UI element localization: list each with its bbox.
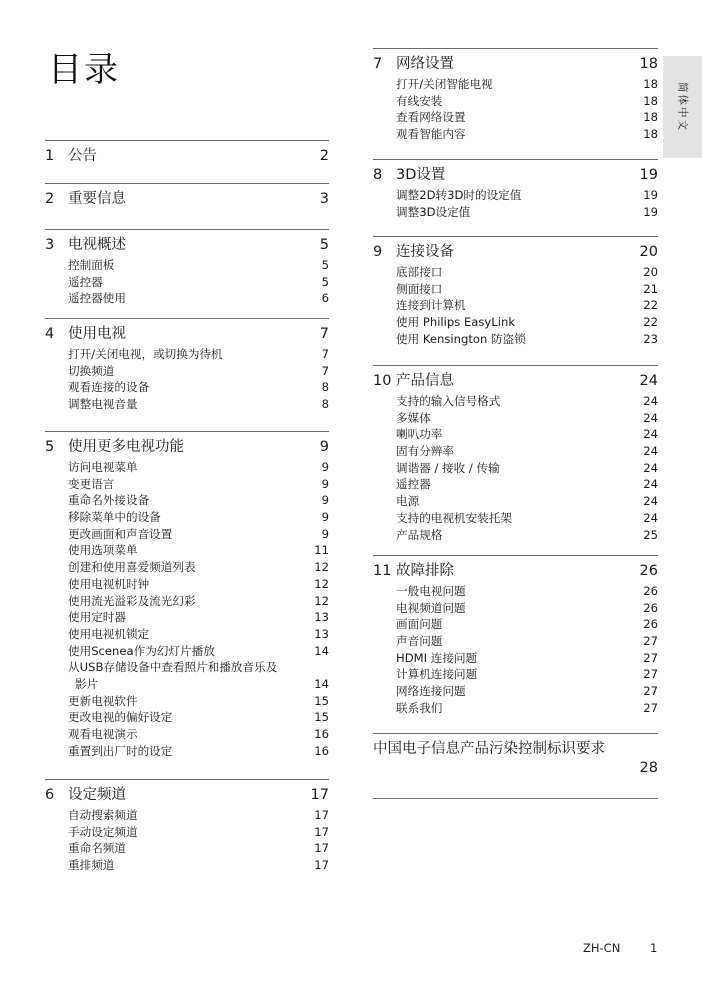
section-title: 使用更多电视功能 <box>68 439 184 455</box>
entry-page-number: 9 <box>321 526 329 541</box>
toc-entry[interactable] <box>45 476 329 493</box>
entry-label: 使用Scenea作为幻灯片播放 <box>68 643 215 658</box>
section-item-list <box>373 583 658 717</box>
entry-page-number: 24 <box>643 410 658 425</box>
entry-page-number: 18 <box>643 77 658 91</box>
section-heading[interactable] <box>45 325 329 344</box>
entry-page-number: 7 <box>321 363 329 378</box>
toc-section <box>45 779 329 874</box>
entry-label: 更改画面和声音设置 <box>68 526 173 541</box>
toc-entry[interactable] <box>45 459 329 476</box>
entry-label: 声音问题 <box>396 634 443 649</box>
entry-label: 使用 Kensington 防盗锁 <box>396 331 526 346</box>
section-number: 7 <box>373 56 383 72</box>
toc-entry[interactable] <box>373 109 658 126</box>
toc-entry[interactable] <box>373 187 658 204</box>
entry-page-number: 5 <box>321 258 329 272</box>
entry-label: 固有分辨率 <box>396 444 454 459</box>
toc-entry[interactable] <box>45 542 329 559</box>
toc-entry[interactable] <box>373 683 658 700</box>
entry-page-number: 25 <box>643 527 658 542</box>
toc-entry[interactable] <box>45 509 329 526</box>
toc-entry[interactable] <box>45 857 329 874</box>
entry-label: 电视频道问题 <box>396 600 466 615</box>
entry-label: 重命名外接设备 <box>68 493 150 508</box>
section-item-list <box>373 187 658 220</box>
toc-entry[interactable] <box>45 492 329 509</box>
section-title: 重要信息 <box>68 191 126 207</box>
toc-entry[interactable] <box>373 616 658 633</box>
toc-entry[interactable] <box>373 76 658 93</box>
toc-entry[interactable] <box>373 493 658 510</box>
entry-label: 自动搜索频道 <box>68 808 138 822</box>
toc-section <box>373 365 658 543</box>
toc-entry[interactable] <box>45 743 329 760</box>
toc-entry[interactable] <box>373 93 658 110</box>
section-page-number: 2 <box>319 148 329 164</box>
entry-label: 使用 Philips EasyLink <box>396 315 516 330</box>
entry-page-number: 24 <box>643 460 658 475</box>
toc-entry[interactable] <box>45 676 329 693</box>
entry-label: 产品规格 <box>396 527 443 542</box>
toc-entry[interactable] <box>45 807 329 824</box>
entry-page-number: 9 <box>321 460 329 474</box>
entry-label: 遥控器 <box>68 274 103 289</box>
entry-page-number: 12 <box>314 560 329 575</box>
section-title: 网络设置 <box>396 56 454 72</box>
entry-label: 观看电视演示 <box>68 727 138 741</box>
entry-label: 连接到计算机 <box>396 298 466 313</box>
section-number: 1 <box>45 148 55 164</box>
section-item-list <box>373 264 658 347</box>
toc-entry[interactable] <box>373 426 658 443</box>
section-page-number: 26 <box>639 563 658 579</box>
entry-label: 打开/关闭智能电视 <box>396 77 493 91</box>
section-title: 公告 <box>68 148 97 164</box>
toc-entry[interactable] <box>373 583 658 600</box>
toc-entry[interactable] <box>373 393 658 410</box>
entry-page-number: 6 <box>321 291 329 306</box>
entry-label: 画面问题 <box>396 617 443 632</box>
entry-label: 观看连接的设备 <box>68 380 150 395</box>
entry-page-number: 16 <box>314 743 329 758</box>
toc-entry[interactable] <box>373 633 658 650</box>
entry-label: 创建和使用喜爱频道列表 <box>68 560 196 575</box>
entry-page-number: 17 <box>314 841 329 856</box>
entry-page-number: 11 <box>314 543 329 558</box>
toc-section <box>45 229 329 307</box>
entry-label: 访问电视菜单 <box>68 460 138 474</box>
entry-label: 打开/关闭电视，或切换为待机 <box>68 347 223 361</box>
entry-page-number: 24 <box>643 427 658 442</box>
section-page-number: 19 <box>639 167 658 183</box>
extra-page-number: 28 <box>639 760 658 776</box>
section-title: 产品信息 <box>396 373 454 389</box>
entry-label: 支持的电视机安装托架 <box>396 510 512 525</box>
entry-page-number: 14 <box>314 643 329 658</box>
toc-entry[interactable] <box>45 526 329 543</box>
entry-page-number: 24 <box>643 510 658 525</box>
entry-page-number: 5 <box>321 274 329 289</box>
entry-label: 调整2D转3D时的设定值 <box>396 188 522 202</box>
toc-entry[interactable] <box>373 600 658 617</box>
toc-section <box>373 236 658 347</box>
toc-entry[interactable] <box>45 726 329 743</box>
toc-entry[interactable] <box>45 840 329 857</box>
toc-section-extra <box>373 733 658 778</box>
entry-label: 底部接口 <box>396 265 443 279</box>
section-number: 9 <box>373 244 383 260</box>
section-heading[interactable] <box>45 147 329 166</box>
section-number: 8 <box>373 167 383 183</box>
entry-label: 一般电视问题 <box>396 584 466 598</box>
toc-entry[interactable] <box>45 290 329 307</box>
section-number: 11 <box>373 563 392 579</box>
entry-label: 调整3D设定值 <box>396 204 471 219</box>
section-title: 使用电视 <box>68 326 126 342</box>
entry-page-number: 26 <box>643 600 658 615</box>
entry-page-number: 8 <box>321 397 329 412</box>
section-page-number: 17 <box>310 787 329 803</box>
toc-entry[interactable] <box>45 559 329 576</box>
section-page-number: 18 <box>639 56 658 72</box>
toc-entry[interactable] <box>373 443 658 460</box>
entry-label: 计算机连接问题 <box>396 667 478 682</box>
toc-entry[interactable] <box>373 700 658 717</box>
toc-entry[interactable] <box>45 709 329 726</box>
toc-entry[interactable] <box>45 824 329 841</box>
entry-page-number: 9 <box>321 476 329 491</box>
toc-entry[interactable] <box>373 297 658 314</box>
section-number: 3 <box>45 237 55 253</box>
section-page-number: 20 <box>639 244 658 260</box>
entry-label: 有线安装 <box>396 93 443 108</box>
entry-page-number: 24 <box>643 444 658 459</box>
entry-label: 网络连接问题 <box>396 684 466 699</box>
section-title: 3D设置 <box>396 167 446 183</box>
toc-entry[interactable] <box>373 126 658 143</box>
entry-label: 联系我们 <box>396 700 443 715</box>
entry-page-number: 13 <box>314 610 329 625</box>
section-title: 设定频道 <box>68 787 126 803</box>
entry-label: 支持的输入信号格式 <box>396 394 501 408</box>
entry-label: 重置到出厂时的设定 <box>68 743 173 758</box>
section-heading[interactable] <box>45 236 329 255</box>
section-page-number: 3 <box>319 191 329 207</box>
entry-page-number: 26 <box>643 584 658 598</box>
extra-title: 中国电子信息产品污染控制标识要求 <box>373 741 605 757</box>
entry-label: 多媒体 <box>396 410 431 425</box>
toc-entry[interactable] <box>373 314 658 331</box>
entry-page-number: 13 <box>314 626 329 641</box>
entry-label: 移除菜单中的设备 <box>68 510 161 525</box>
section-page-number: 7 <box>319 326 329 342</box>
toc-entry[interactable] <box>45 396 329 413</box>
section-item-list <box>45 346 329 413</box>
entry-label: 侧面接口 <box>396 281 443 296</box>
toc-entry[interactable] <box>373 476 658 493</box>
toc-entry[interactable] <box>373 666 658 683</box>
section-heading[interactable] <box>45 190 329 209</box>
toc-entry[interactable] <box>45 626 329 643</box>
entry-page-number: 17 <box>314 824 329 839</box>
section-number: 6 <box>45 787 55 803</box>
entry-page-number: 17 <box>314 858 329 873</box>
entry-label: 切换频道 <box>68 363 115 378</box>
entry-label: 重命名频道 <box>68 841 126 856</box>
toc-entry[interactable] <box>373 331 658 348</box>
entry-page-number: 7 <box>321 347 329 361</box>
entry-label: HDMI 连接问题 <box>396 650 478 665</box>
toc-entry[interactable] <box>373 281 658 298</box>
entry-label: 控制面板 <box>68 258 115 272</box>
section-item-list <box>45 807 329 874</box>
section-title: 故障排除 <box>396 563 454 579</box>
entry-label: 重排频道 <box>68 858 115 873</box>
entry-label: 影片 <box>75 676 99 691</box>
entry-page-number: 17 <box>314 808 329 822</box>
entry-page-number: 26 <box>643 617 658 632</box>
section-heading[interactable] <box>45 786 329 805</box>
section-item-list <box>45 257 329 307</box>
section-number: 5 <box>45 439 55 455</box>
toc-entry[interactable] <box>45 576 329 593</box>
entry-page-number: 24 <box>643 494 658 509</box>
toc-entry[interactable] <box>373 650 658 667</box>
section-heading[interactable] <box>373 243 658 262</box>
entry-label: 手动设定频道 <box>68 824 138 839</box>
toc-entry[interactable] <box>373 204 658 221</box>
entry-page-number: 18 <box>643 93 658 108</box>
section-item-list <box>373 393 658 543</box>
entry-page-number: 9 <box>321 510 329 525</box>
entry-page-number: 18 <box>643 110 658 125</box>
section-heading[interactable] <box>373 166 658 185</box>
entry-label: 使用定时器 <box>68 610 126 625</box>
entry-page-number: 23 <box>643 331 658 346</box>
entry-label: 遥控器 <box>396 477 431 492</box>
entry-page-number: 27 <box>643 684 658 699</box>
toc-section <box>45 183 329 209</box>
toc-entry[interactable] <box>373 510 658 527</box>
extra-entry[interactable] <box>373 740 658 778</box>
toc-entry[interactable] <box>45 643 329 660</box>
toc-entry[interactable] <box>45 363 329 380</box>
section-item-list <box>373 76 658 143</box>
section-item-list <box>45 459 329 759</box>
toc-entry[interactable] <box>45 659 329 676</box>
entry-label: 使用电视机时钟 <box>68 576 150 591</box>
toc-entry[interactable] <box>45 257 329 274</box>
footer-language-code: ZH-CN <box>583 941 621 955</box>
entry-page-number: 19 <box>643 188 658 202</box>
toc-entry[interactable] <box>373 410 658 427</box>
entry-page-number: 27 <box>643 634 658 649</box>
entry-page-number: 12 <box>314 576 329 591</box>
entry-label: 电源 <box>396 494 420 509</box>
entry-page-number: 9 <box>321 493 329 508</box>
section-title: 连接设备 <box>396 244 454 260</box>
entry-page-number: 24 <box>643 394 658 408</box>
entry-label: 从USB存储设备中查看照片和播放音乐及 <box>68 660 278 675</box>
section-page-number: 9 <box>319 439 329 455</box>
entry-label: 更新电视软件 <box>68 693 138 708</box>
entry-label: 调整电视音量 <box>68 397 138 412</box>
toc-section <box>45 140 329 166</box>
toc-entry[interactable] <box>45 346 329 363</box>
entry-label: 观看智能内容 <box>396 127 466 142</box>
section-heading[interactable] <box>373 55 658 74</box>
entry-page-number: 8 <box>321 380 329 395</box>
bottom-rule <box>373 798 658 799</box>
entry-page-number: 27 <box>643 650 658 665</box>
entry-label: 使用流光溢彩及流光幻彩 <box>68 593 196 608</box>
toc-entry[interactable] <box>373 460 658 477</box>
language-tab-label: 简体中文 <box>676 82 688 132</box>
section-page-number: 5 <box>319 237 329 253</box>
section-number: 4 <box>45 326 55 342</box>
toc-entry[interactable] <box>45 609 329 626</box>
toc-section <box>373 48 658 143</box>
entry-label: 查看网络设置 <box>396 110 466 125</box>
entry-page-number: 24 <box>643 477 658 492</box>
entry-page-number: 14 <box>314 676 329 691</box>
entry-label: 变更语言 <box>68 476 115 491</box>
toc-entry[interactable] <box>45 593 329 610</box>
entry-label: 使用选项菜单 <box>68 543 138 558</box>
entry-label: 使用电视机锁定 <box>68 626 150 641</box>
entry-label: 调谐器 / 接收 / 传输 <box>396 460 500 475</box>
entry-label: 喇叭功率 <box>396 427 443 442</box>
entry-page-number: 18 <box>643 127 658 142</box>
section-number: 2 <box>45 191 55 207</box>
toc-entry[interactable] <box>373 264 658 281</box>
entry-page-number: 27 <box>643 667 658 682</box>
footer-page-number: 1 <box>650 941 658 955</box>
entry-page-number: 12 <box>314 593 329 608</box>
section-heading[interactable] <box>45 438 329 457</box>
section-heading[interactable] <box>373 562 658 581</box>
toc-entry[interactable] <box>45 274 329 291</box>
section-heading[interactable] <box>373 372 658 391</box>
section-title: 电视概述 <box>68 237 126 253</box>
toc-entry[interactable] <box>45 379 329 396</box>
entry-page-number: 22 <box>643 298 658 313</box>
entry-page-number: 16 <box>314 727 329 741</box>
page-title: 目录 <box>48 50 120 90</box>
toc-entry[interactable] <box>373 527 658 544</box>
entry-page-number: 22 <box>643 315 658 330</box>
entry-page-number: 20 <box>643 265 658 279</box>
section-page-number: 24 <box>639 373 658 389</box>
entry-page-number: 15 <box>314 710 329 725</box>
section-number: 10 <box>373 373 392 389</box>
entry-page-number: 15 <box>314 693 329 708</box>
toc-entry[interactable] <box>45 693 329 710</box>
toc-section <box>45 318 329 413</box>
toc-section <box>373 159 658 220</box>
entry-page-number: 27 <box>643 700 658 715</box>
entry-page-number: 21 <box>643 281 658 296</box>
entry-label: 遥控器使用 <box>68 291 126 306</box>
entry-page-number: 19 <box>643 204 658 219</box>
toc-section <box>45 431 329 759</box>
entry-label: 更改电视的偏好设定 <box>68 710 173 725</box>
language-tab <box>663 56 702 158</box>
toc-section <box>373 555 658 717</box>
